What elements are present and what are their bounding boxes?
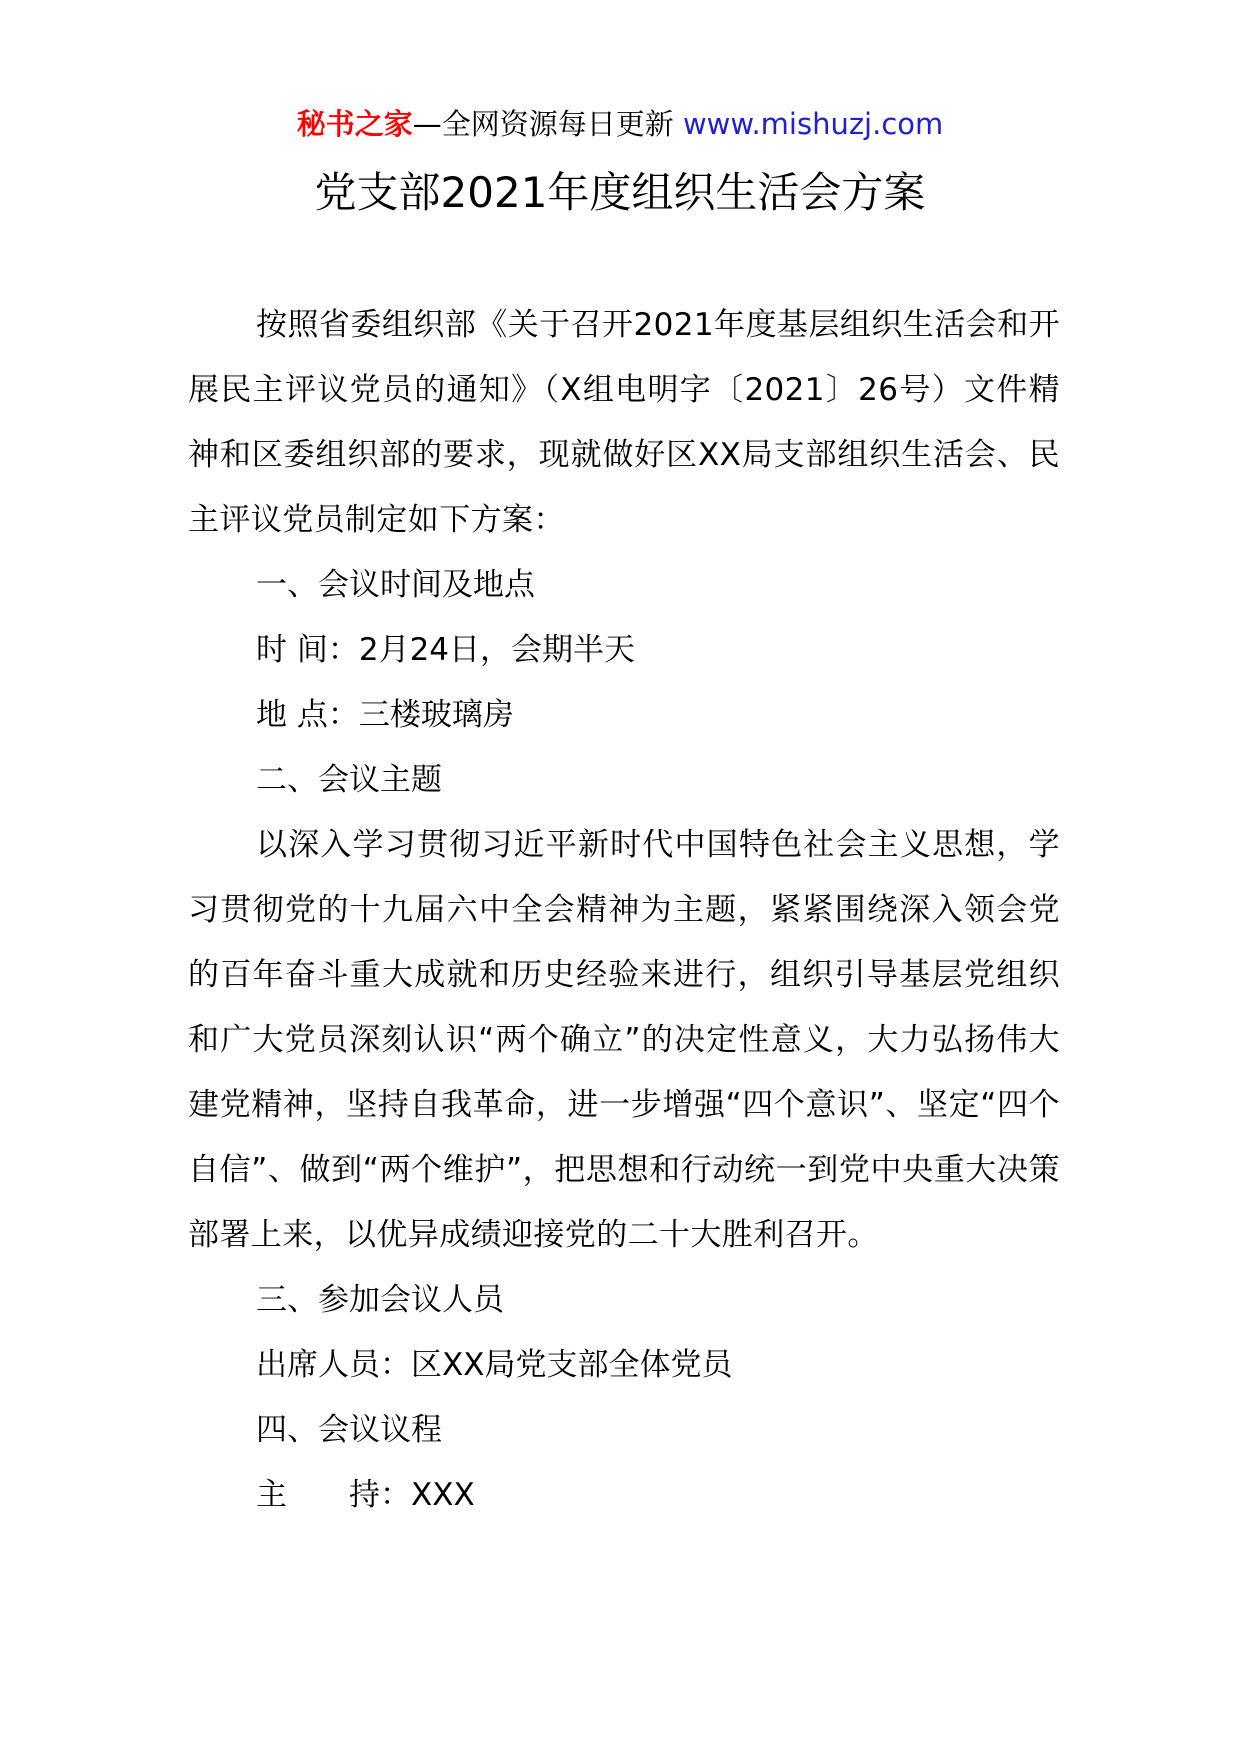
attendees-line: 出席人员：区XX局党支部全体党员 (256, 1347, 733, 1383)
section-4-heading: 四、会议议程 (256, 1412, 442, 1448)
theme-paragraph: 以深入学习贯彻习近平新时代中国特色社会主义思想，学习贯彻党的十九届六中全会精神为主题，紧紧围绕深入领会党的百年奋斗重大成就和历史经验来进行，组织引导基层党组织和广大党员深刻认识“两个确立”的决定性意义，大力弘扬伟大建党精神，坚持自我革命，进一步增强“四个意识”、坚定“四个自信”、做到“两个维护”，把思想和行动统一到党中央重大决策部署上来，以优异成绩迎接党的二十大胜利召开。 (188, 827, 1060, 1253)
meeting-place: 地 点：三楼玻璃房 (256, 697, 514, 733)
site-header (0, 104, 1240, 144)
intro-paragraph: 按照省委组织部《关于召开2021年度基层组织生活会和开展民主评议党员的通知》（X组电明字〔2021〕26号）文件精神和区委组织部的要求，现就做好区XX局支部组织生活会、民主评议党员制定如下方案： (188, 307, 1060, 538)
document-body (188, 293, 1060, 1528)
section-2-heading: 二、会议主题 (256, 762, 442, 798)
header-slogan: —全网资源每日更新 (412, 107, 674, 141)
document-title: 党支部2021年度组织生活会方案 (314, 168, 926, 217)
host-line: 主 持：XXX (256, 1477, 475, 1513)
section-3-heading: 三、参加会议人员 (256, 1282, 504, 1318)
meeting-time: 时 间：2月24日，会期半天 (256, 632, 636, 668)
brand-name: 秘书之家 (296, 107, 413, 141)
site-url-link[interactable]: www.mishuzj.com (682, 107, 944, 141)
section-1-heading: 一、会议时间及地点 (256, 567, 535, 603)
